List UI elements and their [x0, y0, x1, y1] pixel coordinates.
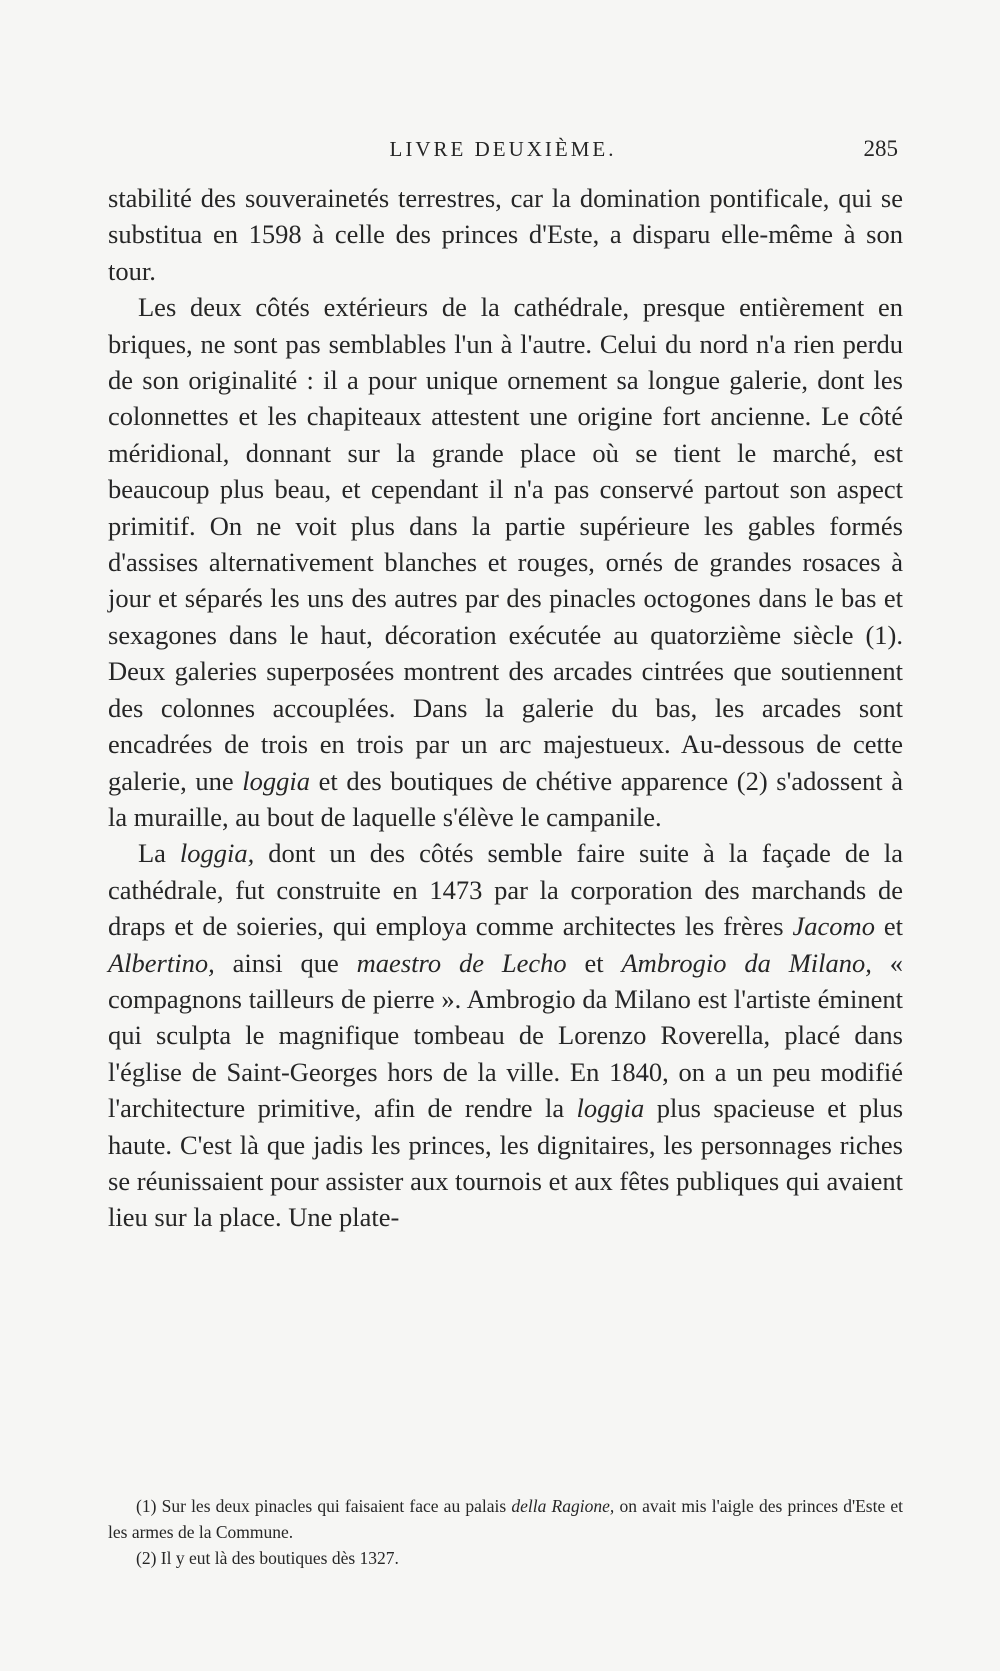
paragraph-3-et: et: [584, 947, 604, 978]
running-title: LIVRE DEUXIÈME.: [389, 137, 617, 161]
paragraph-2-text: Les deux côtés extérieurs de la cathédrale, presque entièrement en briques, ne sont pas semblables l'un à l'autre. Celui du nord n'a rien perdu de son originalité : il a pour unique ornement sa longue galerie, dont les colonnettes et les chapiteaux attestent une origine fort ancienne. Le côté méridional, donnant sur la grande place où se tient le marché, est beaucoup plus beau, et cependant il n'a pas conservé partout son aspect primitif. On ne voit plus dans la partie supérieure les gables formés d'assises alternativement blanches et rouges, ornés de grandes rosaces à jour et séparés les uns des autres par des pinacles octogones dans le bas et sexagones dans le haut, décoration exécutée au quatorzième siècle (1). Deux galeries superposées montrent des arcades cintrées que soutiennent des colonnes accouplées. Dans la galerie du bas, les arcades sont encadrées de trois en trois par un arc majestueux. Au-dessous de cette galerie, une: [108, 292, 903, 796]
italic-loggia: loggia,: [179, 838, 255, 869]
page-number: 285: [863, 136, 898, 161]
paragraph-3-text-a: dont un des côtés semble faire suite à la façade de la cathédrale, fut construite en 1473 par la corporation des marchands de draps et de soieries, qui employa comme architectes les frères: [108, 838, 904, 942]
footnotes: [108, 1493, 903, 1571]
footnote-1-end: on avait mis l'aigle des princes d'Este et les armes de la Commune.: [108, 1496, 904, 1542]
paragraph-3-text-b: « compagnons tailleurs de pierre ». Ambrogio da Milano est l'artiste éminent qui sculpta le magnifique tombeau de Lorenzo Roverella, placé dans l'église de Saint-Georges hors de la ville. En 1840, on a un peu modifié l'architecture primitive, afin de rendre la: [108, 947, 904, 1124]
italic-jacomo: Jacomo: [792, 911, 875, 942]
paragraph-3-start: La: [138, 838, 166, 869]
italic-loggia: loggia: [576, 1093, 645, 1124]
italic-della-ragione: della Ragione,: [511, 1496, 615, 1516]
page-header: [108, 132, 898, 166]
body-text: [108, 180, 903, 1236]
footnote-1-start: (1) Sur les deux pinacles qui faisaient face au palais: [136, 1496, 507, 1516]
footnote-2: (2) Il y eut là des boutiques dès 1327.: [136, 1548, 399, 1568]
paragraph-3-ainsi: ainsi que: [232, 947, 339, 978]
paragraph-3-et: et: [883, 911, 904, 942]
italic-albertino: Albertino,: [108, 947, 215, 978]
italic-loggia: loggia: [242, 765, 310, 796]
paragraph-2-end: et des boutiques de chétive apparence (2) s'adossent à la muraille, au bout de laquelle s'élève le campanile.: [108, 765, 903, 832]
italic-maestro: maestro de Lecho: [356, 947, 567, 978]
italic-ambrogio: Ambrogio da Milano,: [621, 947, 872, 978]
paragraph-3-text-c: plus spacieuse et plus haute. C'est là que jadis les princes, les dignitaires, les personnages riches se réunissaient pour assister aux tournois et aux fêtes publiques qui avaient lieu sur la place. Une plate-: [108, 1093, 904, 1233]
paragraph-1: stabilité des souverainetés terrestres, car la domination pontificale, qui se substitua en 1598 à celle des princes d'Este, a disparu elle-même à son tour.: [108, 183, 903, 286]
paragraph-3: [108, 835, 903, 1235]
paragraph-2: [108, 289, 903, 835]
footnote-1: [108, 1493, 903, 1545]
